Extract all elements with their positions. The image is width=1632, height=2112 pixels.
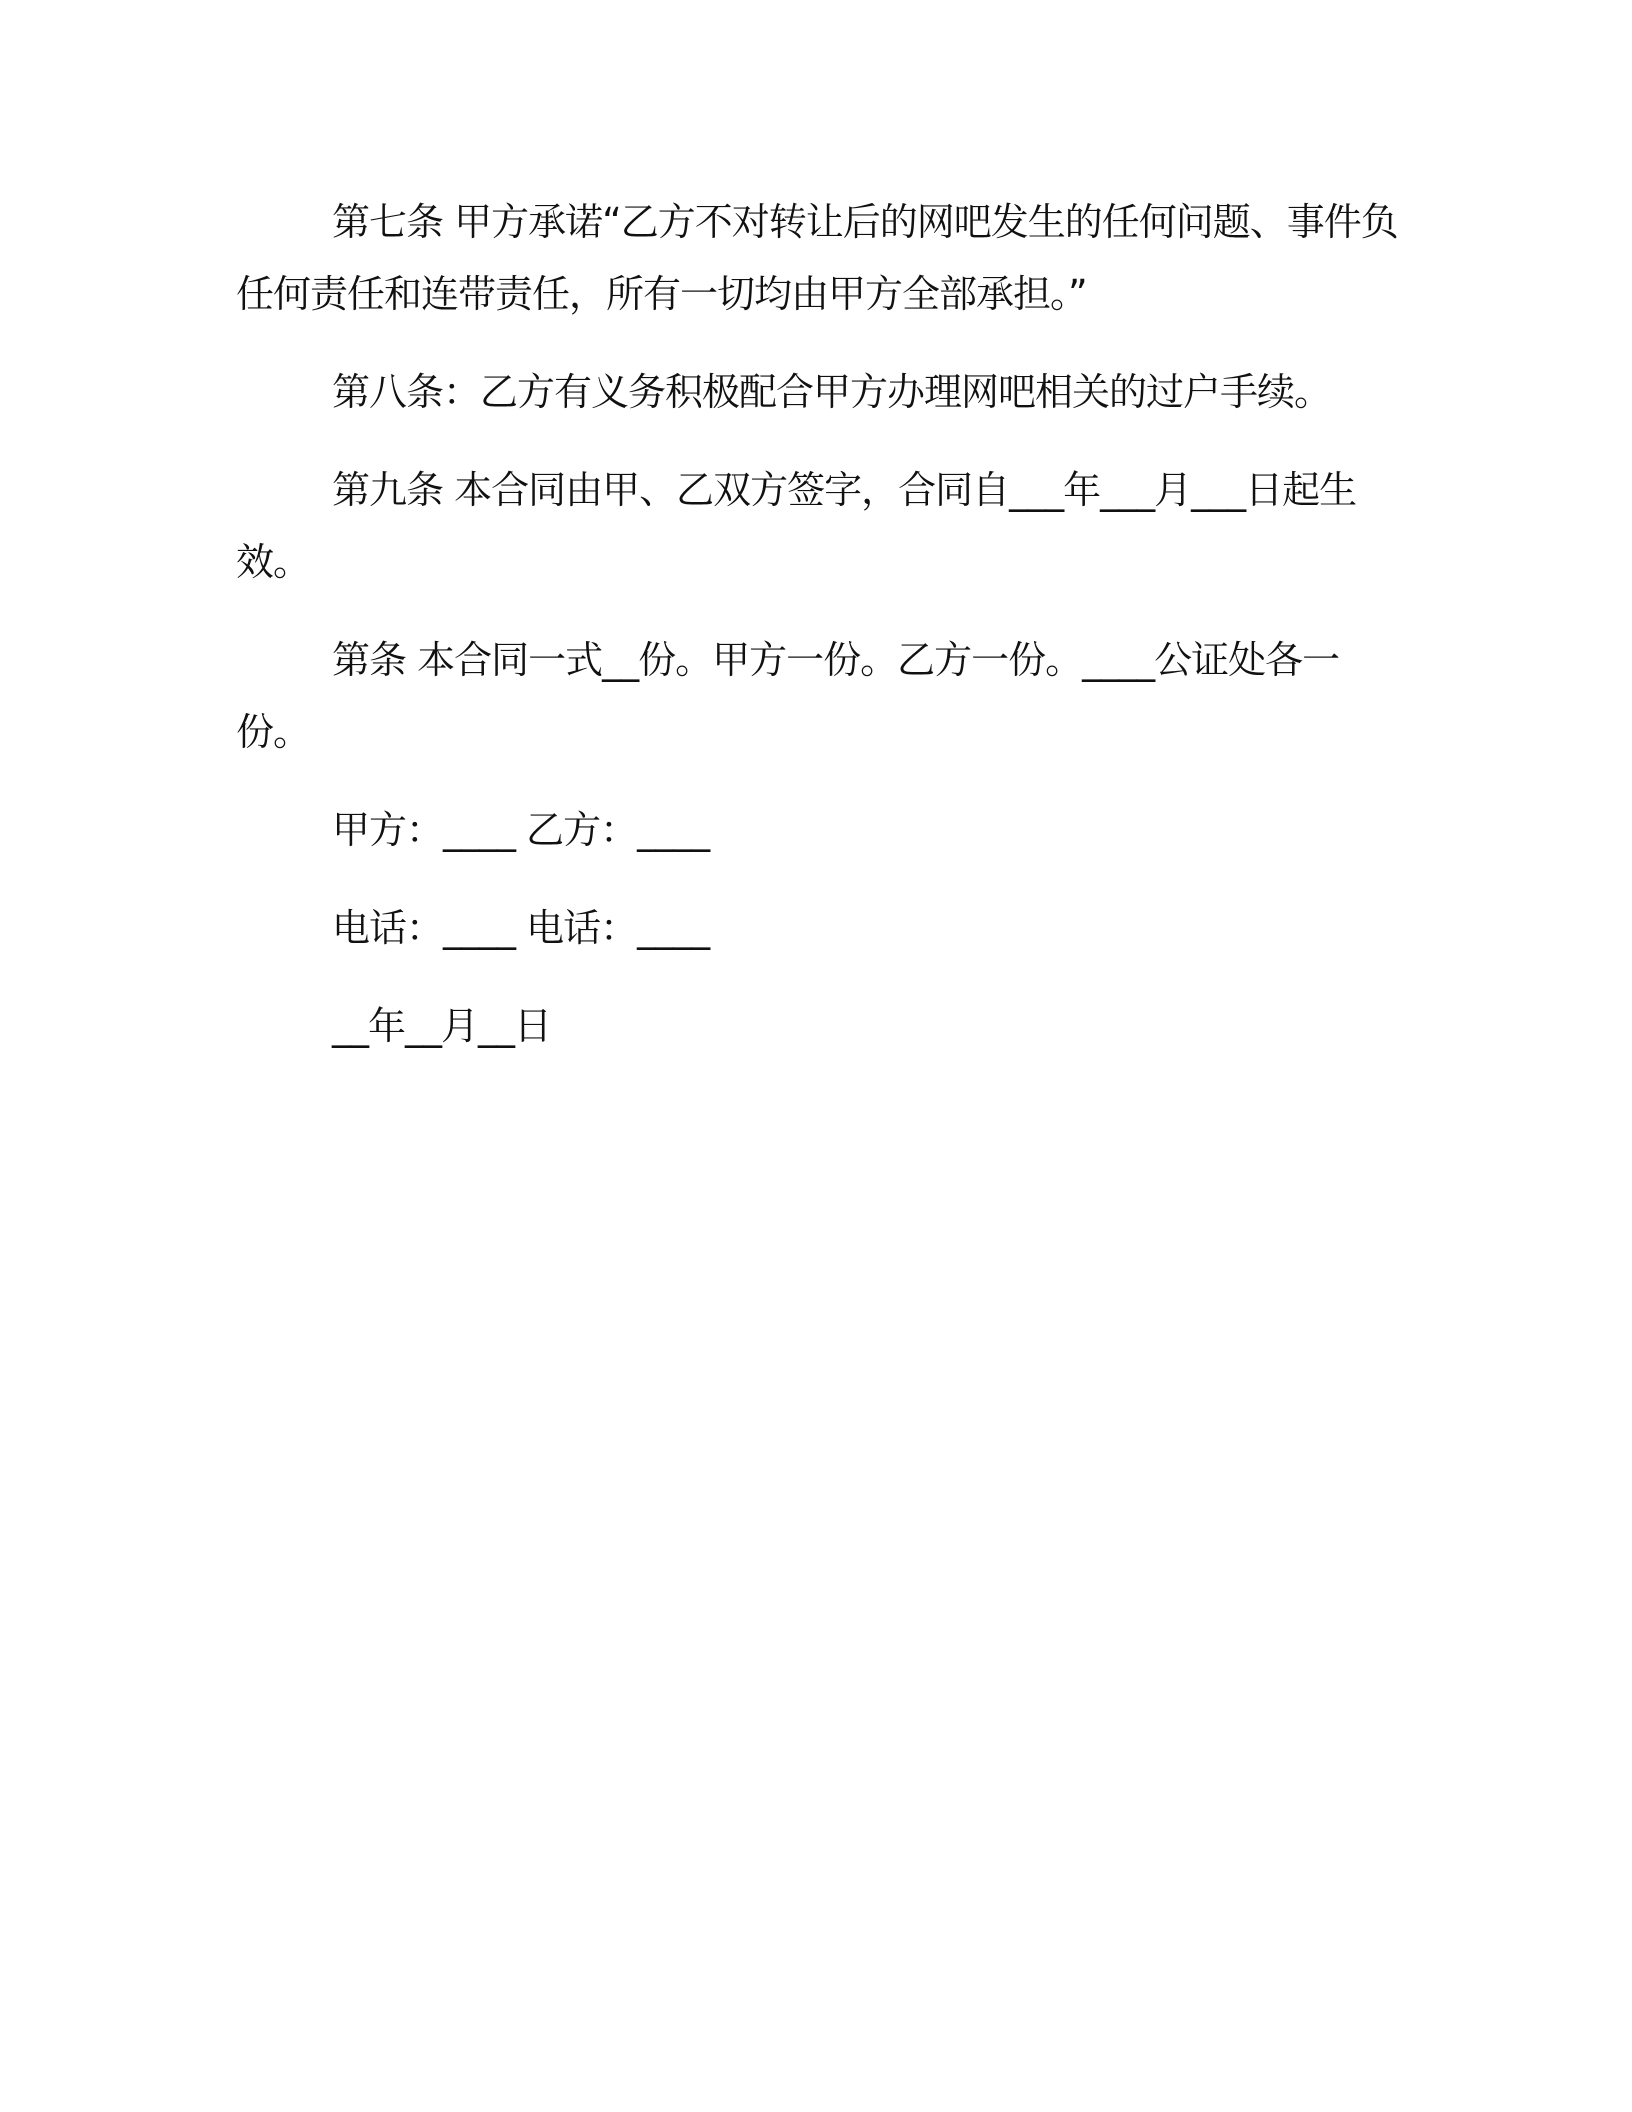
party-phones: 电话：____ 电话：____: [332, 906, 710, 950]
party-signatures: 甲方：____ 乙方：____: [332, 808, 710, 852]
document-body: [236, 186, 1412, 1062]
clause-9: 第九条 本合同由甲、乙双方签字，合同自___年___月___日起生效。: [236, 468, 1357, 584]
clause-8: 第八条：乙方有义务积极配合甲方办理网吧相关的过户手续。: [332, 370, 1332, 414]
clause-7: 第七条 甲方承诺“乙方不对转让后的网吧发生的任何问题、事件负任何责任和连带责任，所有一切均由甲方全部承担。”: [236, 200, 1398, 316]
signing-date: __年__月__日: [332, 1004, 552, 1048]
clause-copies: 第条 本合同一式__份。甲方一份。乙方一份。____公证处各一份。: [236, 638, 1340, 754]
